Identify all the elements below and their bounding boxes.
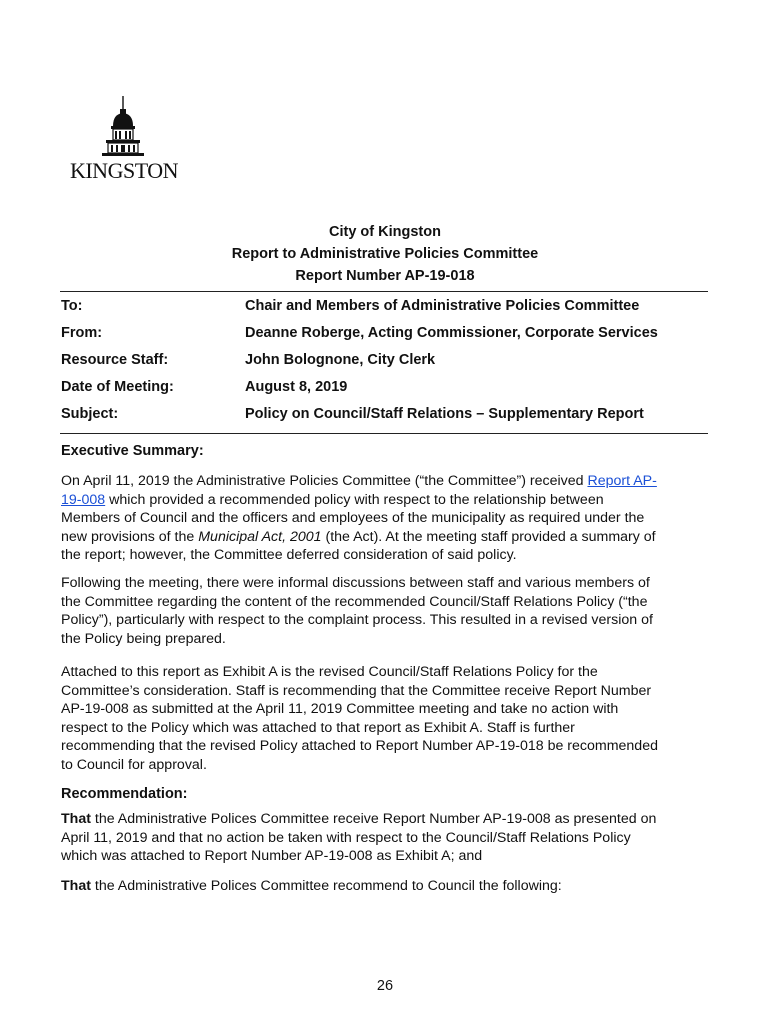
page-number: 26 [376, 978, 394, 994]
report-number: Report Number AP-19-018 [295, 268, 475, 284]
meta-label: Date of Meeting: [61, 379, 174, 395]
text-span: (the Act). At the meeting staff provided a summary of [321, 528, 656, 545]
text-line: which was attached to Report Number AP-19-008 as Exhibit A; and [61, 848, 483, 864]
text-line: to Council for approval. [61, 756, 207, 773]
act-title: Municipal Act, 2001 [198, 528, 322, 545]
meta-row-subject [61, 406, 711, 426]
meta-value: Chair and Members of Administrative Policies Committee [245, 298, 640, 314]
meta-row-to [61, 298, 711, 318]
meta-value: Deanne Roberge, Acting Commissioner, Corporate Services [245, 325, 658, 341]
meta-row-date [61, 379, 711, 399]
text-line: Attached to this report as Exhibit A is the revised Council/Staff Relations Policy for the [61, 664, 598, 680]
report-ap-19-008-link-continued[interactable]: 19-008 [61, 491, 106, 508]
text-line: the report; however, the Committee deferred consideration of said policy. [61, 547, 517, 563]
city-hall-dome-icon [100, 96, 146, 158]
text-line: respect to the Policy which was attached to that report as Exhibit A. Staff is further [61, 719, 575, 736]
city-of-kingston-logo [66, 96, 182, 208]
executive-summary-paragraph-3 [61, 663, 711, 774]
meta-row-from [61, 325, 711, 345]
meta-value: August 8, 2019 [245, 379, 348, 395]
meta-value: John Bolognone, City Clerk [245, 352, 436, 368]
report-committee-title: Report to Administrative Policies Committee [231, 246, 539, 262]
text-line: recommending that the revised Policy attached to Report Number AP-19-018 be recommended [61, 738, 658, 754]
text-line: the Policy being prepared. [61, 630, 226, 647]
bottom-rule [60, 433, 708, 434]
kingston-wordmark: KINGSTON [69, 158, 179, 183]
text-line: Committee’s consideration. Staff is recommending that the Committee receive Report Number [61, 682, 652, 699]
that-keyword: That [61, 811, 91, 827]
text-span: which provided a recommended policy with respect to the relationship between [105, 491, 604, 508]
meta-label: To: [61, 298, 83, 314]
report-org-title: City of Kingston [329, 224, 441, 240]
executive-summary-paragraph-2 [61, 574, 711, 648]
executive-summary-heading: Executive Summary: [61, 443, 204, 459]
meta-value: Policy on Council/Staff Relations – Supplementary Report [245, 406, 644, 422]
recommendation-heading: Recommendation: [61, 786, 188, 802]
meta-label: Subject: [61, 406, 119, 422]
text-line: Members of Council and the officers and employees of the municipality as required under the [61, 510, 645, 526]
text-span: the Administrative Polices Committee recommend to Council the following: [90, 878, 562, 894]
text-line: AP-19-008 as submitted at the April 11, 2019 Committee meeting and take no action with [61, 701, 619, 717]
text-line: April 11, 2019 and that no action be taken with respect to the Council/Staff Relations Policy [61, 829, 631, 846]
meta-row-resource-staff [61, 352, 711, 372]
meta-label: Resource Staff: [61, 352, 169, 368]
top-rule [60, 291, 708, 292]
recommendation-paragraph-2 [61, 877, 711, 896]
text-span: the Administrative Polices Committee receive Report Number AP-19-008 as presented on [90, 811, 657, 827]
text-span: On April 11, 2019 the Administrative Policies Committee (“the Committee”) received [61, 473, 588, 489]
text-line: the Committee regarding the content of the recommended Council/Staff Relations Policy (“the [61, 593, 648, 610]
meta-label: From: [61, 325, 103, 341]
that-keyword: That [61, 878, 91, 894]
text-line: Following the meeting, there were informal discussions between staff and various members of [61, 575, 650, 591]
text-span: new provisions of the [61, 528, 199, 545]
text-line: Policy”), particularly with respect to the complaint process. This resulted in a revised version of [61, 612, 653, 628]
report-ap-19-008-link[interactable]: Report AP- [587, 473, 657, 489]
executive-summary-paragraph-1 [61, 472, 711, 565]
recommendation-paragraph-1 [61, 810, 711, 866]
